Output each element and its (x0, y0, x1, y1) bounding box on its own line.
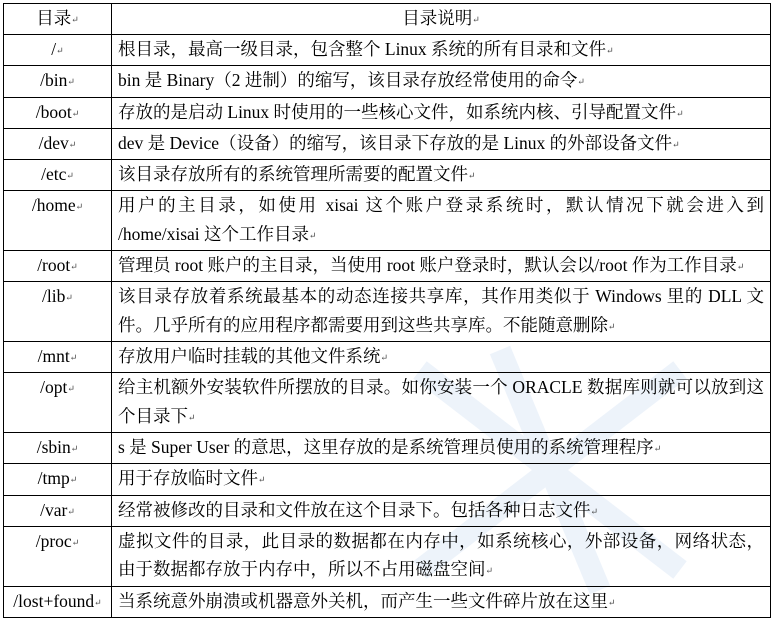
paragraph-mark-icon: ↵ (56, 45, 64, 56)
header-directory: 目录↵ (4, 4, 112, 35)
directory-cell: /lost+found↵ (4, 586, 112, 617)
paragraph-mark-icon: ↵ (70, 443, 79, 454)
directory-cell: /root↵ (4, 251, 112, 282)
paragraph-mark-icon: ↵ (71, 537, 80, 548)
paragraph-mark-icon: ↵ (70, 261, 78, 272)
description-cell: 当系统意外崩溃或机器意外关机，而产生一些文件碎片放在这里↵ (112, 586, 771, 617)
table-row (4, 97, 771, 128)
table-header-row (4, 4, 771, 35)
directory-cell: /bin↵ (4, 66, 112, 97)
linux-directory-table (3, 3, 771, 618)
paragraph-mark-icon: ↵ (608, 597, 616, 608)
paragraph-mark-icon: ↵ (676, 108, 684, 119)
paragraph-mark-icon: ↵ (577, 77, 585, 88)
description-cell: bin 是 Binary（2 进制）的缩写，该目录存放经常使用的命令↵ (112, 66, 771, 97)
description-cell: 管理员 root 账户的主目录，当使用 root 账户登录时，默认会以/root 作为工作目录↵ (112, 251, 771, 282)
paragraph-mark-icon: ↵ (65, 293, 73, 304)
paragraph-mark-icon: ↵ (68, 139, 77, 150)
table-row (4, 128, 771, 159)
paragraph-mark-icon: ↵ (380, 352, 389, 363)
description-cell: 给主机额外安装软件所摆放的目录。如你安装一个 ORACLE 数据库则就可以放到这个目录下↵ (112, 373, 771, 433)
description-cell: s 是 Super User 的意思，这里存放的是系统管理员使用的系统管理程序↵ (112, 433, 771, 464)
description-cell: 存放的是启动 Linux 时使用的一些核心文件，如系统内核、引导配置文件↵ (112, 97, 771, 128)
table-row (4, 160, 771, 191)
paragraph-mark-icon: ↵ (69, 475, 78, 486)
paragraph-mark-icon: ↵ (66, 170, 74, 181)
paragraph-mark-icon: ↵ (468, 170, 476, 181)
directory-cell: /boot↵ (4, 97, 112, 128)
description-cell: 用于存放临时文件↵ (112, 464, 771, 495)
directory-cell: /etc↵ (4, 160, 112, 191)
directory-cell: /var↵ (4, 495, 112, 526)
paragraph-mark-icon: ↵ (736, 261, 745, 272)
paragraph-mark-icon: ↵ (71, 14, 79, 25)
description-cell: 该目录存放着系统最基本的动态连接共享库，其作用类似于 Windows 里的 DLL 文件。几乎所有的应用程序都需要用到这些共享库。不能随意删除↵ (112, 282, 771, 342)
paragraph-mark-icon: ↵ (75, 202, 84, 213)
paragraph-mark-icon: ↵ (258, 475, 266, 486)
table-row (4, 373, 771, 433)
paragraph-mark-icon: ↵ (653, 443, 662, 454)
table-row (4, 526, 771, 586)
header-description: 目录说明↵ (112, 4, 771, 35)
directory-cell: /home↵ (4, 191, 112, 251)
paragraph-mark-icon: ↵ (69, 352, 78, 363)
table-row (4, 464, 771, 495)
description-cell: 虚拟文件的目录，此目录的数据都在内存中，如系统核心，外部设备，网络状态，由于数据都存放于内存中，所以不占用磁盘空间↵ (112, 526, 771, 586)
directory-cell: /opt↵ (4, 373, 112, 433)
table-row (4, 251, 771, 282)
table-row (4, 66, 771, 97)
paragraph-mark-icon: ↵ (94, 597, 102, 608)
table-row (4, 35, 771, 66)
paragraph-mark-icon: ↵ (672, 139, 680, 150)
paragraph-mark-icon: ↵ (67, 384, 75, 395)
description-cell: 经常被修改的目录和文件放在这个目录下。包括各种日志文件↵ (112, 495, 771, 526)
paragraph-mark-icon: ↵ (472, 14, 480, 25)
table-row (4, 433, 771, 464)
description-cell: 存放用户临时挂载的其他文件系统↵ (112, 342, 771, 373)
table-row (4, 586, 771, 617)
table-row (4, 282, 771, 342)
paragraph-mark-icon: ↵ (67, 506, 75, 517)
directory-cell: /tmp↵ (4, 464, 112, 495)
paragraph-mark-icon: ↵ (606, 45, 614, 56)
paragraph-mark-icon: ↵ (188, 412, 196, 423)
paragraph-mark-icon: ↵ (71, 108, 80, 119)
description-cell: 该目录存放所有的系统管理所需要的配置文件↵ (112, 160, 771, 191)
paragraph-mark-icon: ↵ (590, 506, 599, 517)
description-cell: dev 是 Device（设备）的缩写，该目录下存放的是 Linux 的外部设备文件↵ (112, 128, 771, 159)
description-cell: 用户的主目录，如使用 xisai 这个账户登录系统时，默认情况下就会进入到 /home/xisai 这个工作目录↵ (112, 191, 771, 251)
directory-cell: /proc↵ (4, 526, 112, 586)
table-row (4, 342, 771, 373)
paragraph-mark-icon: ↵ (309, 230, 317, 241)
directory-cell: /mnt↵ (4, 342, 112, 373)
directory-cell: /sbin↵ (4, 433, 112, 464)
description-cell: 根目录，最高一级目录，包含整个 Linux 系统的所有目录和文件↵ (112, 35, 771, 66)
directory-cell: /dev↵ (4, 128, 112, 159)
table-row (4, 495, 771, 526)
directory-cell: /↵ (4, 35, 112, 66)
directory-cell: /lib↵ (4, 282, 112, 342)
paragraph-mark-icon: ↵ (608, 321, 616, 332)
paragraph-mark-icon: ↵ (67, 77, 75, 88)
table-row (4, 191, 771, 251)
table-body (4, 35, 771, 618)
paragraph-mark-icon: ↵ (485, 566, 494, 577)
